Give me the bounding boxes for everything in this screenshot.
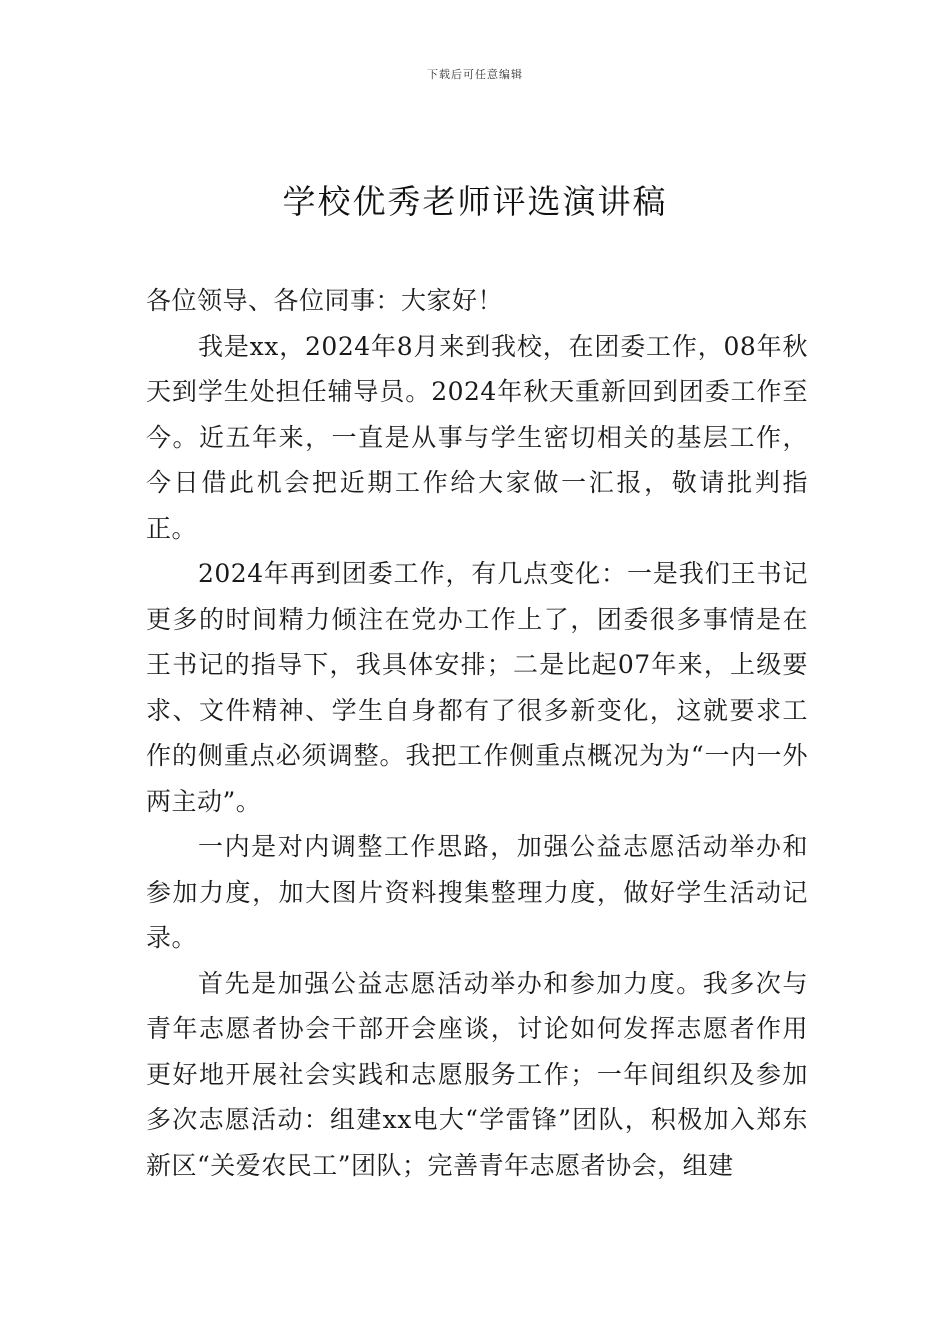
- greeting-paragraph: 各位领导、各位同事：大家好！: [146, 286, 504, 315]
- body-paragraph: 首先是加强公益志愿活动举办和参加力度。我多次与青年志愿者协会干部开会座谈，讨论如何发挥志愿者作用更好地开展社会实践和志愿服务工作；一年间组织及参加多次志愿活动：组建xx电大“学雷锋”团队，积极加入郑东新区“关爱农民工”团队；完善青年志愿者协会，组建: [146, 968, 808, 1180]
- header-note: 下载后可任意编辑: [427, 68, 523, 81]
- body-paragraph: 我是xx，2024年8月来到我校，在团委工作，08年秋天到学生处担任辅导员。2024年秋天重新回到团委工作至今。近五年来，一直是从事与学生密切相关的基层工作，今日借此机会把近期工作给大家做一汇报，敬请批判指正。: [146, 331, 808, 543]
- body-paragraph: 一内是对内调整工作思路，加强公益志愿活动举办和参加力度，加大图片资料搜集整理力度，做好学生活动记录。: [146, 832, 808, 952]
- document-body: [146, 278, 808, 1188]
- body-paragraph: 2024年再到团委工作，有几点变化：一是我们王书记更多的时间精力倾注在党办工作上了，团委很多事情是在王书记的指导下，我具体安排；二是比起07年来，上级要求、文件精神、学生自身都有了很多新变化，这就要求工作的侧重点必须调整。我把工作侧重点概况为为“一内一外两主动”。: [146, 559, 808, 816]
- document-title: 学校优秀老师评选演讲稿: [282, 182, 668, 221]
